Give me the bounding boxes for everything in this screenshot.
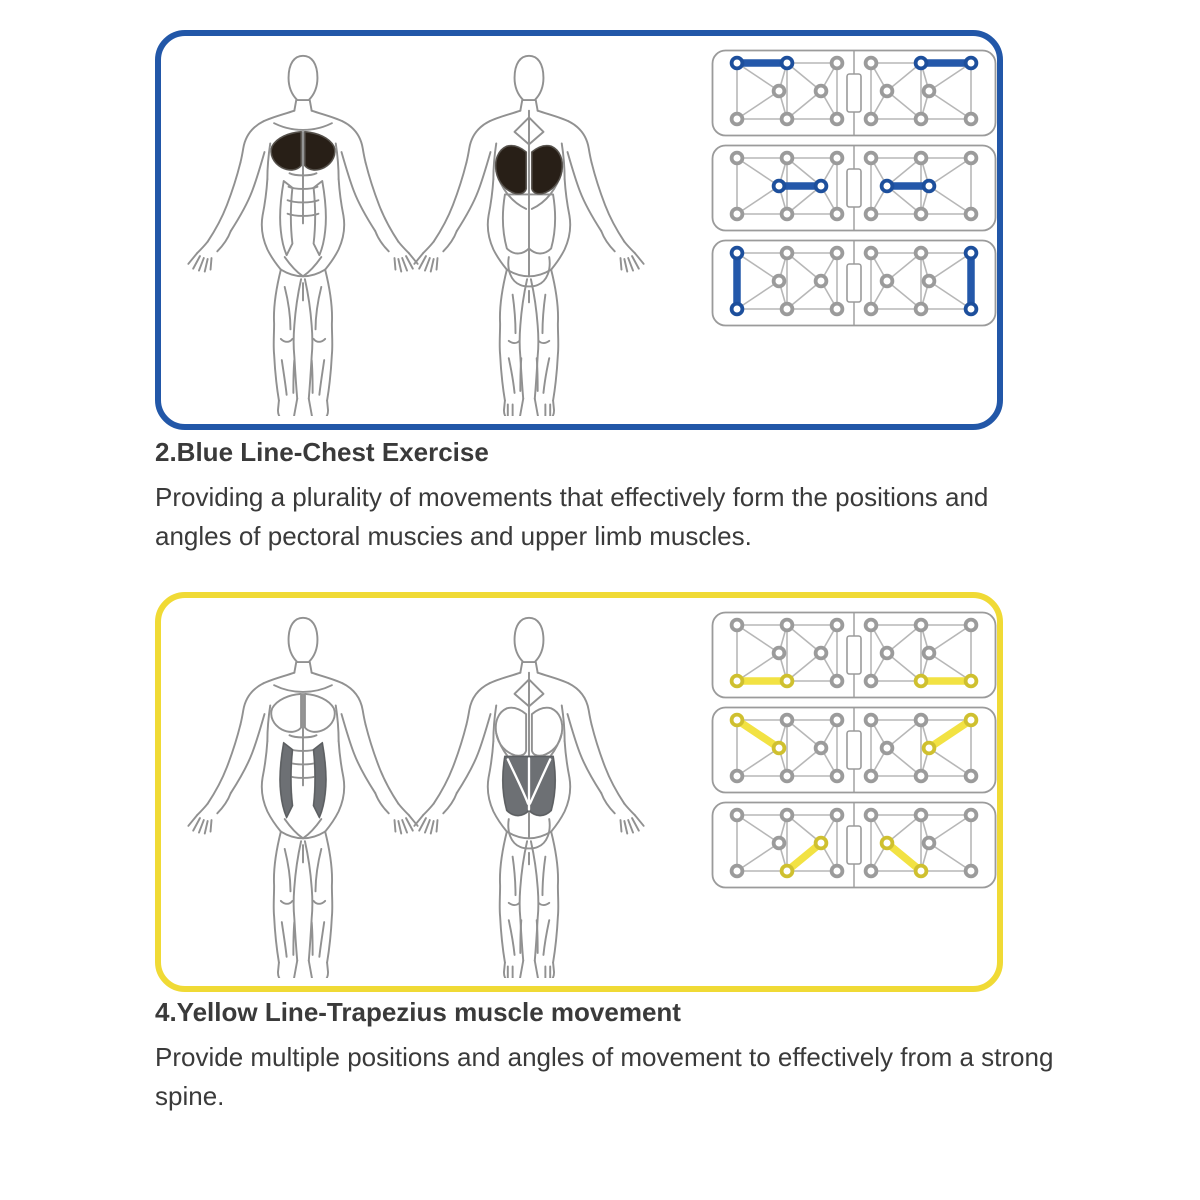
pushup-board-diagram xyxy=(711,611,997,699)
pushup-board-diagrams xyxy=(711,611,997,889)
pushup-board-diagram xyxy=(711,49,997,137)
section-description: Provide multiple positions and angles of movement to effectively from a strong spine. xyxy=(155,1042,1054,1111)
back-body-figure xyxy=(413,612,645,978)
pushup-board-diagram xyxy=(711,706,997,794)
front-body-outline xyxy=(188,56,417,416)
back-body-figure xyxy=(413,50,645,416)
blue-exercise-caption xyxy=(155,437,1060,556)
yellow-exercise-caption xyxy=(155,997,1060,1116)
pushup-board-diagram xyxy=(711,801,997,889)
yellow-exercise-panel xyxy=(155,592,1003,992)
lower-back-muscle-highlight xyxy=(503,756,555,815)
pushup-board-diagram xyxy=(711,144,997,232)
section-title: 2.Blue Line-Chest Exercise xyxy=(155,437,489,467)
section-description: Providing a plurality of movements that effectively form the positions and angles of pectoral muscies and upper limb muscles. xyxy=(155,482,989,551)
front-body-outline xyxy=(188,618,417,978)
pushup-board-diagram xyxy=(711,239,997,327)
back-body-outline xyxy=(414,56,643,416)
blue-exercise-panel xyxy=(155,30,1003,430)
front-body-figure xyxy=(187,612,419,978)
front-body-figure xyxy=(187,50,419,416)
section-title: 4.Yellow Line-Trapezius muscle movement xyxy=(155,997,681,1027)
pushup-board-diagrams xyxy=(711,49,997,327)
